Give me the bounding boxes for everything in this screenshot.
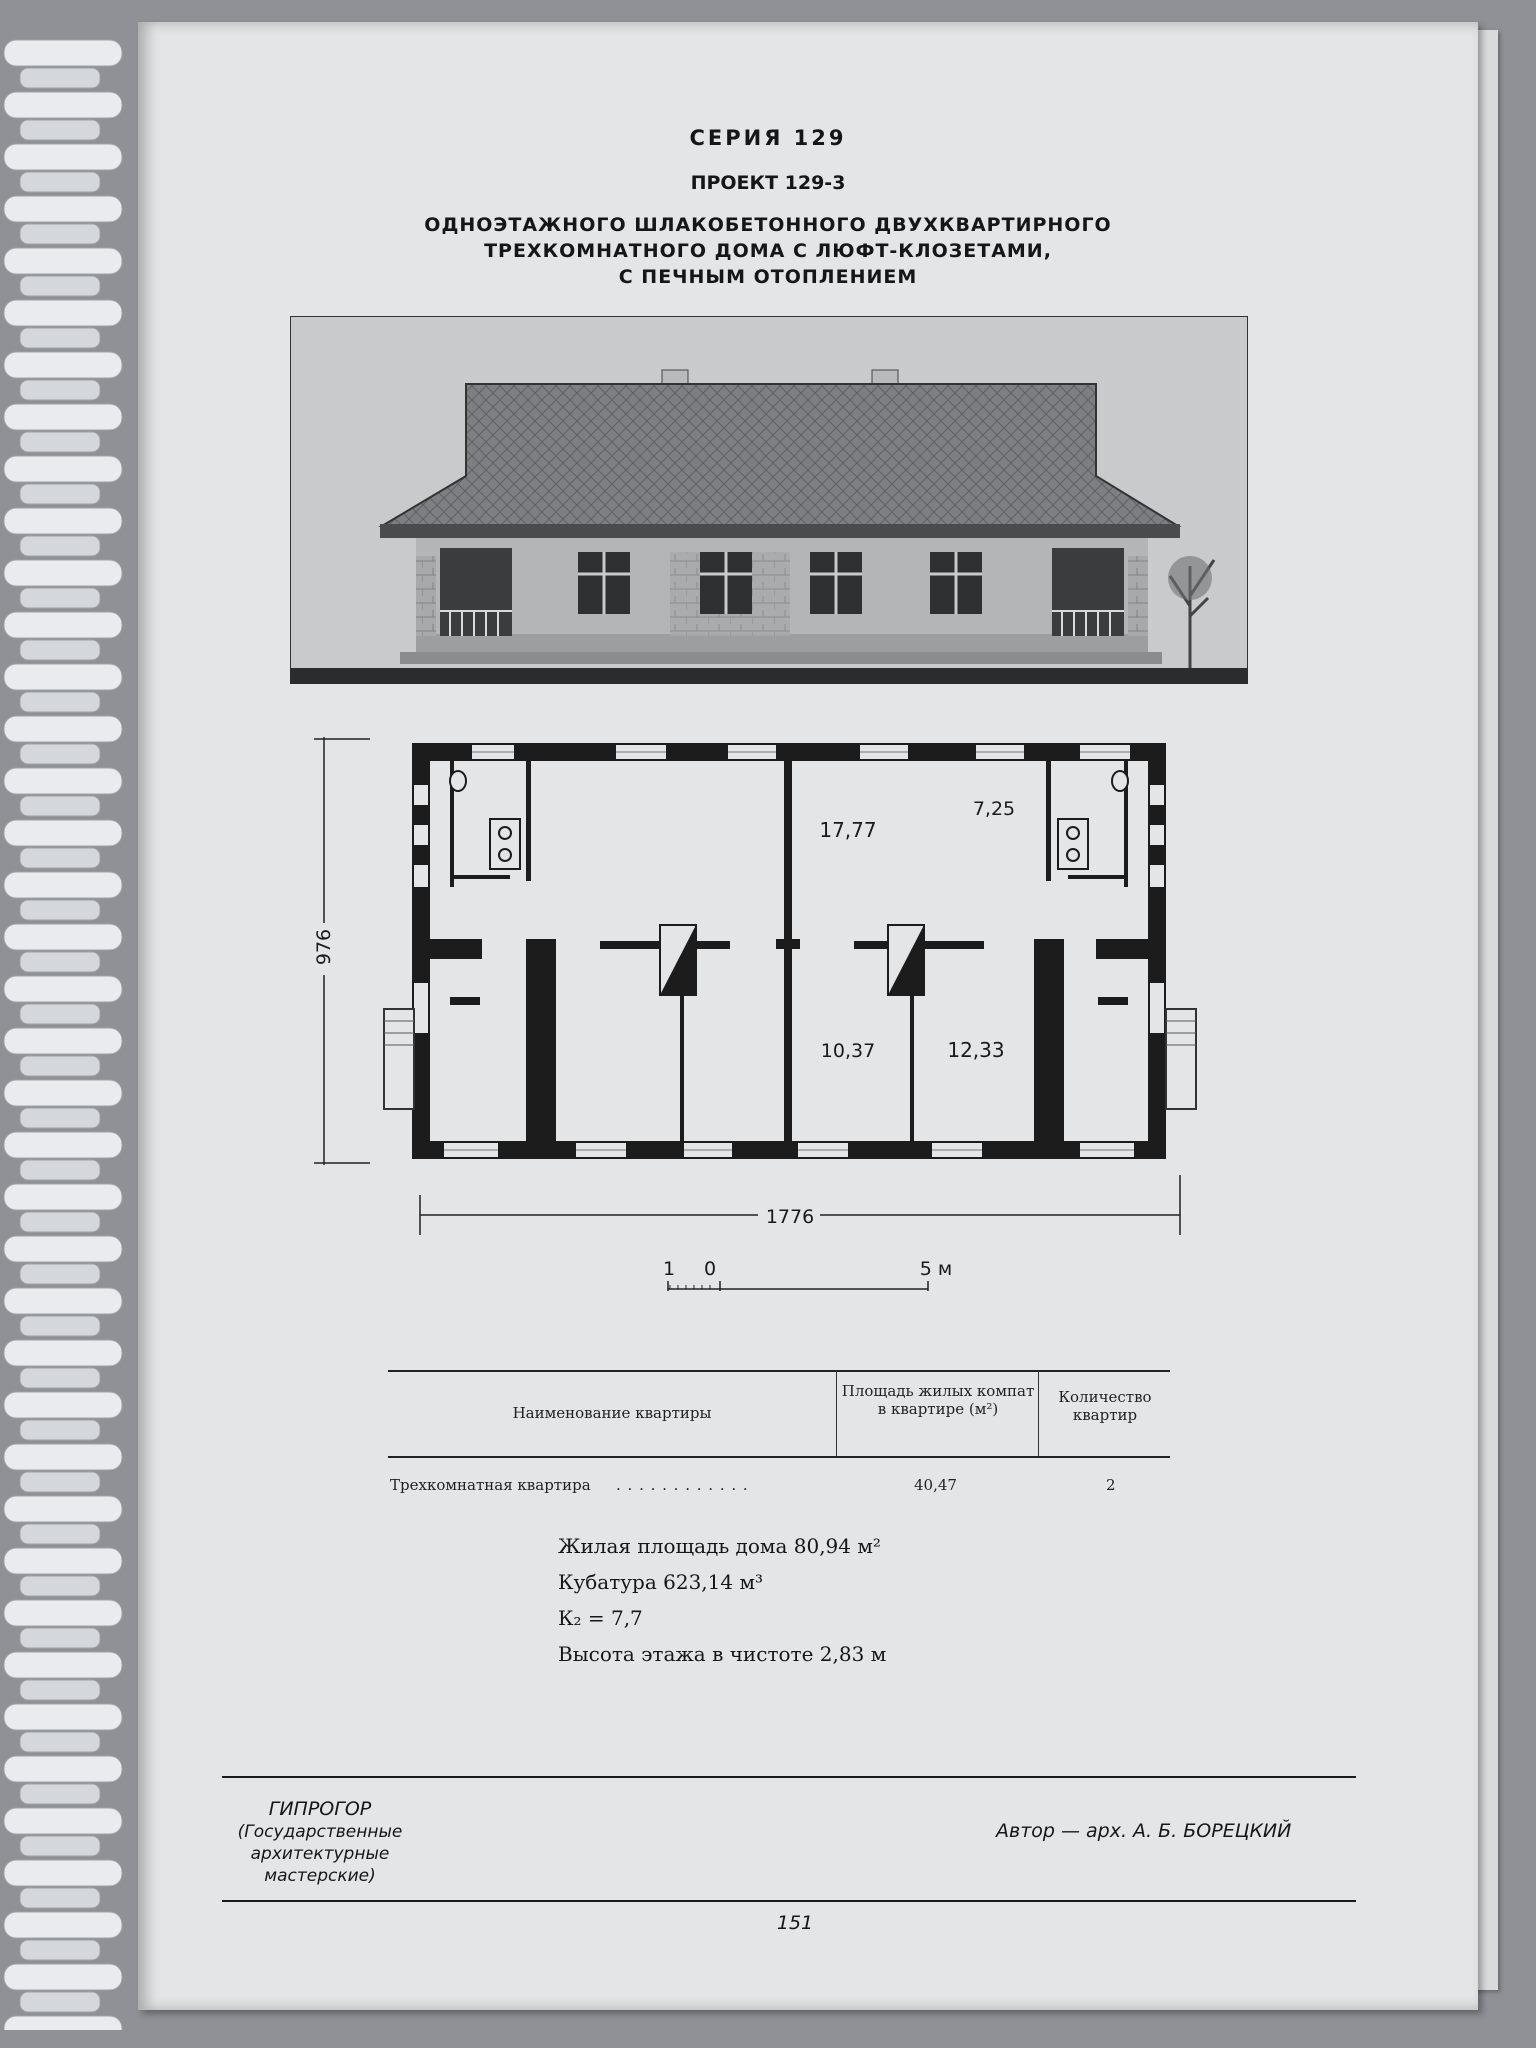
binding-coil <box>4 40 122 66</box>
binding-coil-back <box>20 1264 100 1284</box>
table-header-area: Площадь жилых компат в квартире (м²) <box>841 1382 1035 1418</box>
binding-coil-back <box>20 536 100 556</box>
table-header-rule <box>388 1456 1170 1458</box>
binding-coil <box>4 716 122 742</box>
binding-coil <box>4 1756 122 1782</box>
dimension-width: 1776 <box>765 1206 815 1228</box>
binding-coil-back <box>20 1524 100 1544</box>
binding-coil <box>4 1860 122 1886</box>
binding-coil <box>4 612 122 638</box>
binding-coil <box>4 456 122 482</box>
binding-coil-back <box>20 952 100 972</box>
binding-coil-back <box>20 1784 100 1804</box>
title-line-1: ОДНОЭТАЖНОГО ШЛАКОБЕТОННОГО ДВУХКВАРТИРНОГО <box>424 214 1112 236</box>
binding-coil <box>4 1392 122 1418</box>
binding-coil <box>4 1964 122 1990</box>
binding-coil-back <box>20 1576 100 1596</box>
binding-coil <box>4 404 122 430</box>
spiral-binding <box>0 30 150 2030</box>
binding-coil-back <box>20 1056 100 1076</box>
footer-org-line-4: мастерские) <box>264 1866 376 1886</box>
binding-coil <box>4 664 122 690</box>
binding-coil-back <box>20 588 100 608</box>
binding-coil-back <box>20 1732 100 1752</box>
binding-coil-back <box>20 432 100 452</box>
page-number: 151 <box>776 1912 814 1934</box>
room-area-4: 12,33 <box>947 1038 1005 1062</box>
binding-coil <box>4 1652 122 1678</box>
apartment-table <box>388 1370 1170 1520</box>
room-area-1: 17,77 <box>819 818 877 842</box>
room-area-2: 7,25 <box>972 798 1016 820</box>
stat-k2: К₂ = 7,7 <box>558 1606 643 1630</box>
scale-label-1: 1 <box>662 1258 676 1280</box>
binding-coil <box>4 1028 122 1054</box>
table-cell-area: 40,47 <box>914 1476 957 1494</box>
binding-coil <box>4 924 122 950</box>
binding-coil-back <box>20 484 100 504</box>
table-header-count: Количество квартир <box>1058 1388 1152 1424</box>
binding-coil <box>4 1600 122 1626</box>
room-area-3: 10,37 <box>820 1040 876 1062</box>
binding-coil <box>4 508 122 534</box>
title-line-3: С ПЕЧНЫМ ОТОПЛЕНИЕМ <box>618 266 918 288</box>
table-column-divider <box>836 1370 837 1456</box>
footer-top-rule <box>222 1776 1356 1778</box>
scale-label-5m: 5 м <box>919 1258 953 1280</box>
binding-coil <box>4 976 122 1002</box>
stat-volume: Кубатура 623,14 м³ <box>558 1570 764 1594</box>
binding-coil-back <box>20 640 100 660</box>
binding-coil-back <box>20 744 100 764</box>
binding-coil <box>4 92 122 118</box>
title-line-2: ТРЕХКОМНАТНОГО ДОМА С ЛЮФТ-КЛОЗЕТАМИ, <box>484 240 1052 262</box>
binding-coil-back <box>20 1680 100 1700</box>
binding-coil-back <box>20 1940 100 1960</box>
footer-author: Автор — арх. А. Б. БОРЕЦКИЙ <box>996 1820 1292 1842</box>
binding-coil-back <box>20 1108 100 1128</box>
table-top-rule <box>388 1370 1170 1372</box>
binding-coil <box>4 872 122 898</box>
table-column-divider <box>1038 1370 1039 1456</box>
binding-coil-back <box>20 1160 100 1180</box>
binding-coil <box>4 1288 122 1314</box>
footer-bottom-rule <box>222 1900 1356 1902</box>
binding-coil-back <box>20 900 100 920</box>
binding-coil <box>4 300 122 326</box>
binding-coil-back <box>20 1004 100 1024</box>
binding-coil <box>4 1704 122 1730</box>
binding-coil-back <box>20 1628 100 1648</box>
series-heading: СЕРИЯ 129 <box>689 126 847 150</box>
dimension-height: 976 <box>313 928 335 966</box>
binding-coil <box>4 1548 122 1574</box>
floor-plan-drawing <box>300 725 1200 1305</box>
project-heading: ПРОЕКТ 129-3 <box>690 172 846 194</box>
binding-coil-back <box>20 1472 100 1492</box>
binding-coil <box>4 768 122 794</box>
binding-coil <box>4 1808 122 1834</box>
binding-coil <box>4 2016 122 2030</box>
binding-coil <box>4 820 122 846</box>
binding-coil <box>4 560 122 586</box>
binding-coil <box>4 1236 122 1262</box>
footer-org-line-3: архитектурные <box>250 1844 390 1864</box>
binding-coil <box>4 352 122 378</box>
stat-floor-height: Высота этажа в чистоте 2,83 м <box>558 1642 887 1666</box>
binding-coil-back <box>20 68 100 88</box>
binding-coil-back <box>20 1992 100 2012</box>
binding-coil <box>4 1184 122 1210</box>
table-cell-count: 2 <box>1106 1476 1116 1494</box>
house-elevation-drawing <box>290 316 1248 684</box>
binding-coil <box>4 1444 122 1470</box>
binding-coil-back <box>20 1316 100 1336</box>
binding-coil-back <box>20 328 100 348</box>
footer-org-line-2: (Государственные <box>237 1822 403 1842</box>
scale-label-0: 0 <box>703 1258 717 1280</box>
binding-coil <box>4 1080 122 1106</box>
binding-coil <box>4 1340 122 1366</box>
binding-coil-back <box>20 1368 100 1388</box>
table-cell-leader: . . . . . . . . . . . . <box>616 1476 749 1494</box>
binding-coil-back <box>20 380 100 400</box>
footer-org-line-1: ГИПРОГОР <box>268 1798 372 1820</box>
binding-coil-back <box>20 692 100 712</box>
binding-coil-back <box>20 1836 100 1856</box>
binding-coil <box>4 1132 122 1158</box>
stat-living-area: Жилая площадь дома 80,94 м² <box>558 1534 881 1558</box>
binding-coil-back <box>20 1420 100 1440</box>
binding-coil-back <box>20 1212 100 1232</box>
binding-coil <box>4 1496 122 1522</box>
binding-coil-back <box>20 1888 100 1908</box>
binding-coil-back <box>20 796 100 816</box>
binding-coil-back <box>20 848 100 868</box>
table-header-name: Наименование квартиры <box>512 1404 712 1422</box>
table-cell-name: Трехкомнатная квартира <box>390 1476 591 1494</box>
